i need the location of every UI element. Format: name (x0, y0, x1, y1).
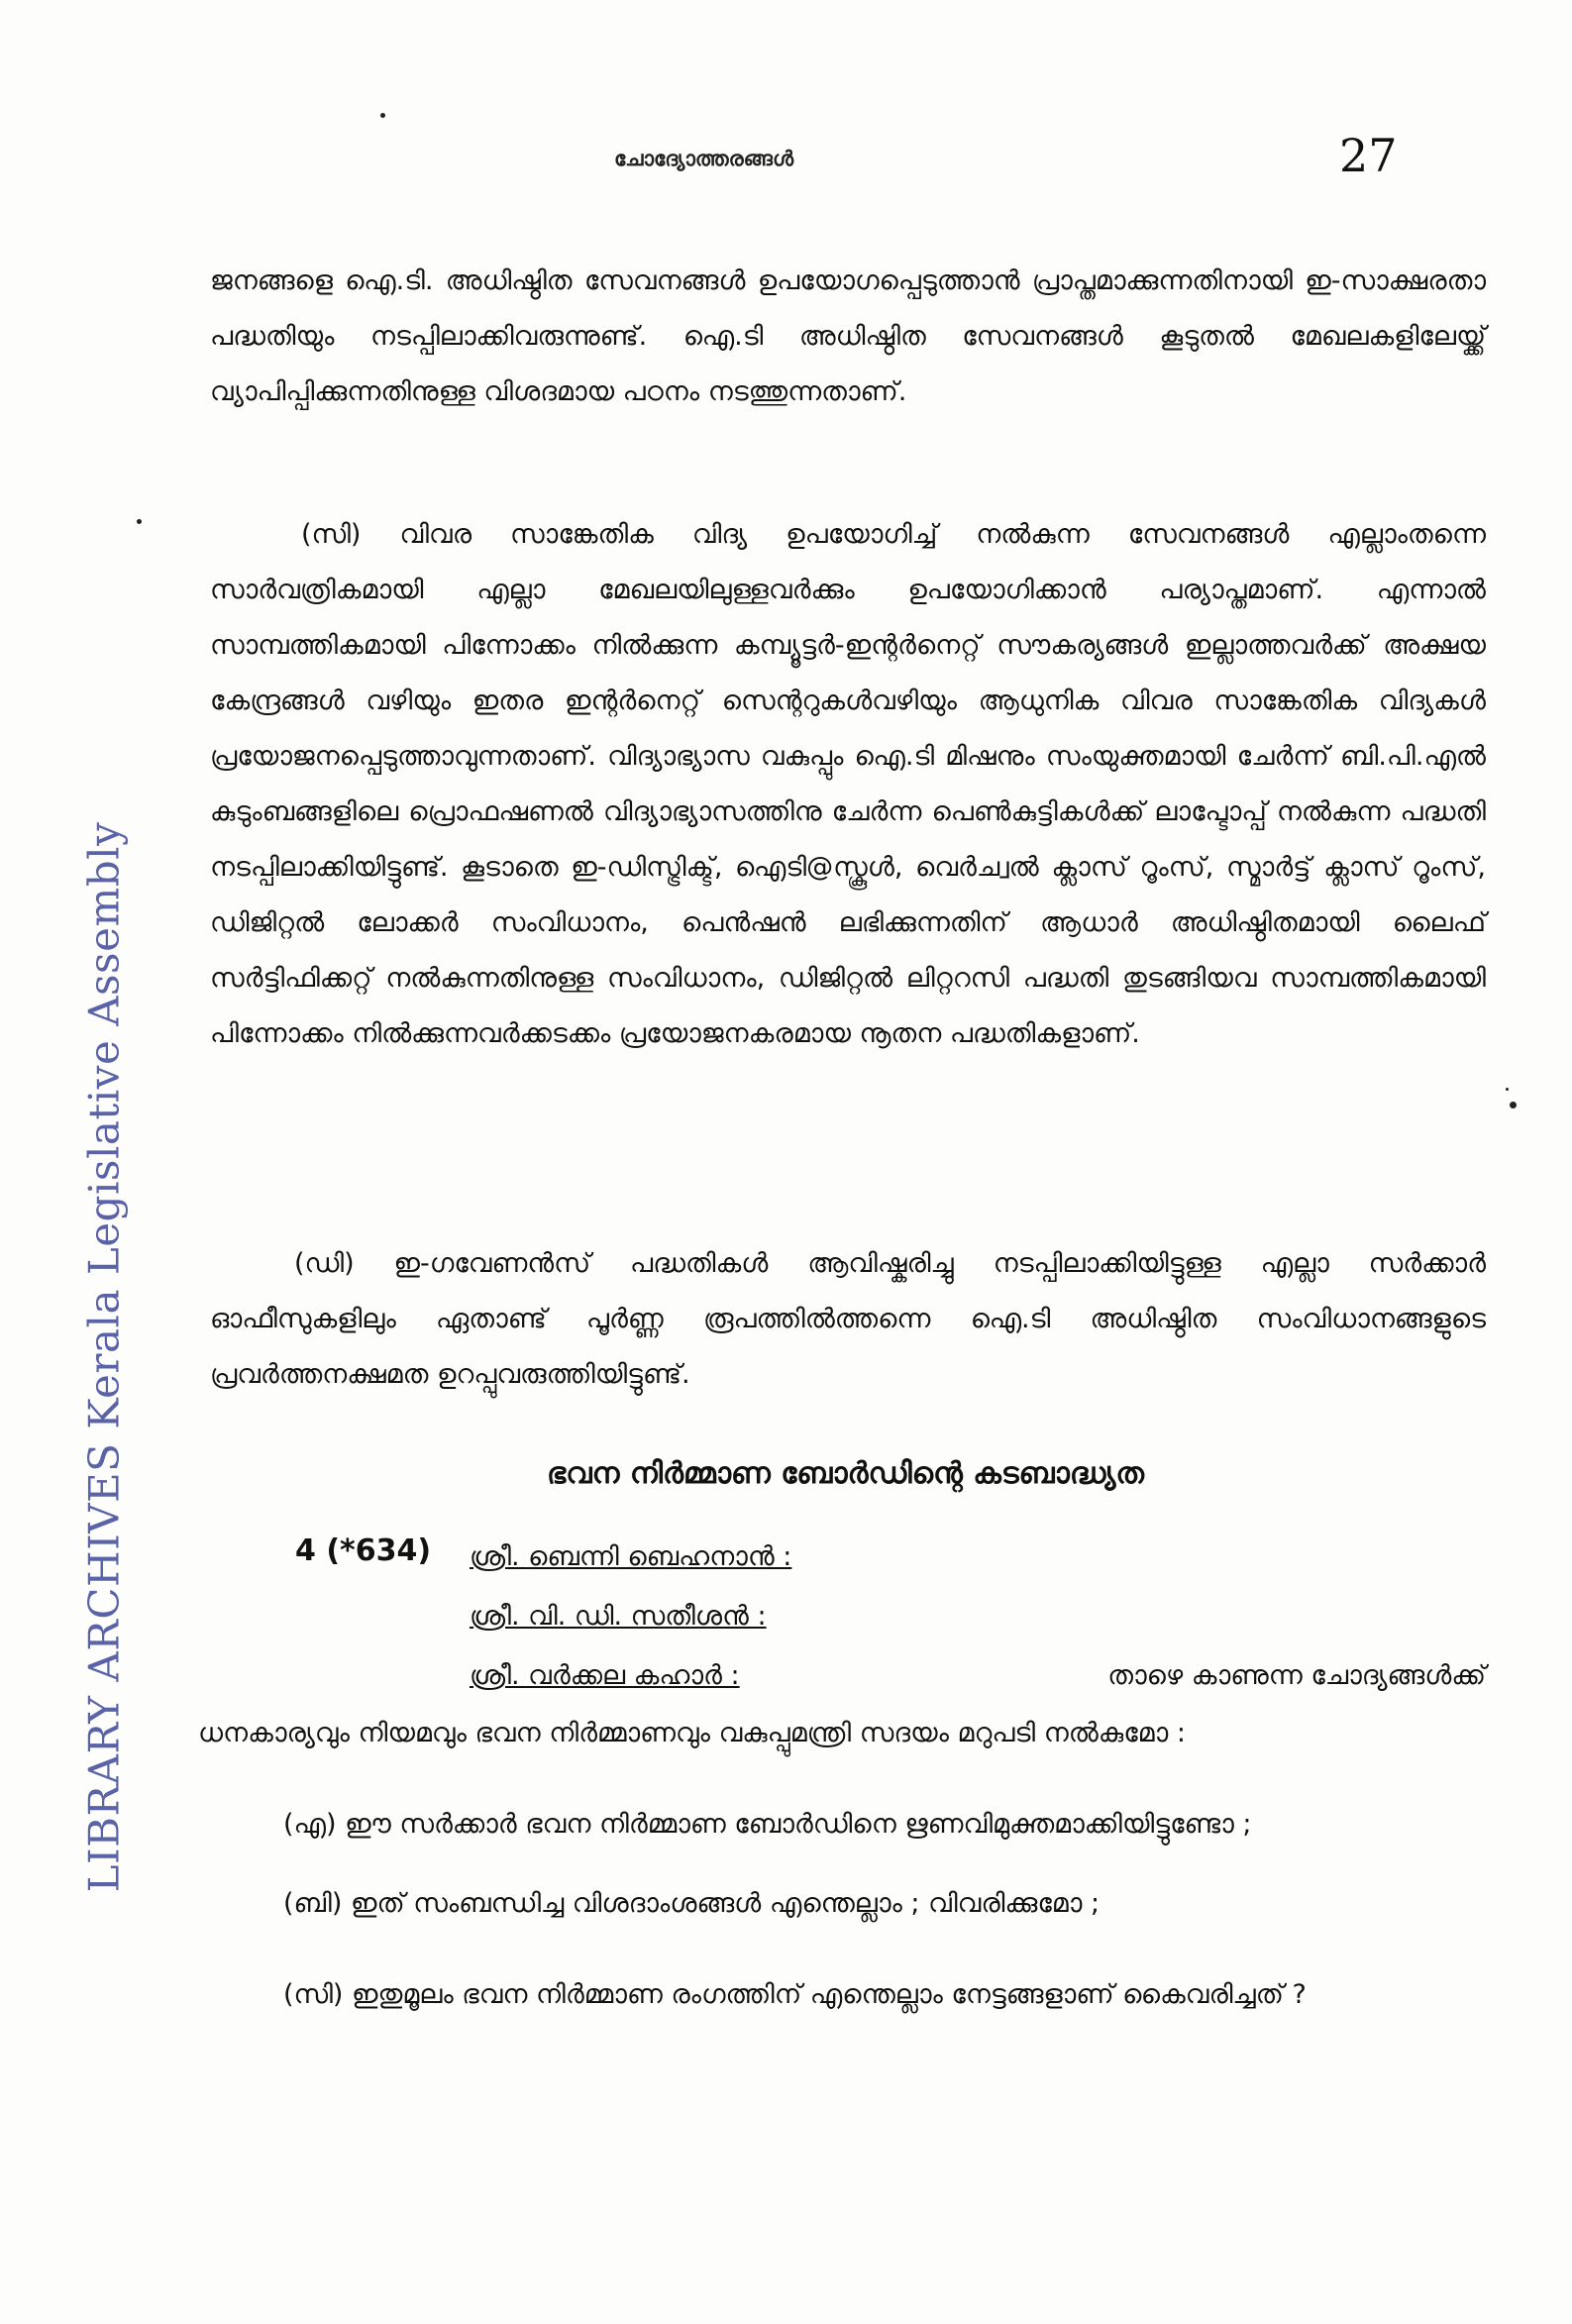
sub-question-b: (ബി) ഇത് സംബന്ധിച്ച വിശദാംശങ്ങൾ എന്തെല്ലാം ; വിവരിക്കുമോ ; (283, 1888, 1100, 1919)
member-name: ശ്രീ. ബെന്നി ബെഹനാൻ : (470, 1541, 792, 1572)
scan-speck (137, 519, 142, 524)
answer-paragraph-d: (ഡി) ഇ-ഗവേണൻസ് പദ്ധതികൾ ആവിഷ്കരിച്ചു നടപ്പിലാക്കിയിട്ടുള്ള എല്ലാ സർക്കാർ ഓഫീസുകളിലും ഏതാണ്ട് പൂർണ്ണ രൂപത്തിൽത്തന്നെ ഐ.ടി അധിഷ്ഠിത സംവിധാനങ്ങളുടെ പ്രവർത്തനക്ഷമത ഉറപ്പുവരുത്തിയിട്ടുണ്ട്. (210, 1248, 1486, 1390)
answer-paragraph-continued: ജനങ്ങളെ ഐ.ടി. അധിഷ്ഠിത സേവനങ്ങൾ ഉപയോഗപ്പെടുത്താൻ പ്രാപ്തമാക്കുന്നതിനായി ഇ-സാക്ഷരതാ പദ്ധതിയും നടപ്പിലാക്കിവരുന്നുണ്ട്. ഐ.ടി അധിഷ്ഠിത സേവനങ്ങൾ കൂടുതൽ മേഖലകളിലേയ്ക്ക് വ്യാപിപ്പിക്കുന്നതിനുള്ള വിശദമായ പഠനം നടത്തുന്നതാണ്. (210, 265, 1486, 407)
sub-question-a: (എ) ഈ സർക്കാർ ഭവന നിർമ്മാണ ബോർഡിനെ ഋണവിമുക്തമാക്കിയിട്ടുണ്ടോ ; (283, 1809, 1252, 1840)
member-intro-line (470, 1660, 1486, 1692)
answer-paragraph-c: (സി) വിവര സാങ്കേതിക വിദ്യ ഉപയോഗിച്ച് നൽകുന്ന സേവനങ്ങൾ എല്ലാംതന്നെ സാർവത്രികമായി എല്ലാ മേഖലയിലുള്ളവർക്കും ഉപയോഗിക്കാൻ പര്യാപ്തമാണ്. എന്നാൽ സാമ്പത്തികമായി പിന്നോക്കം നിൽക്കുന്ന കമ്പ്യൂട്ടർ-ഇന്റർനെറ്റ് സൗകര്യങ്ങൾ ഇല്ലാത്തവർക്ക് അക്ഷയ കേന്ദ്രങ്ങൾ വഴിയും ഇതര ഇന്റർനെറ്റ് സെന്ററുകൾവഴിയും ആധുനിക വിവര സാങ്കേതിക വിദ്യകൾ പ്രയോജനപ്പെടുത്താവുന്നതാണ്. വിദ്യാഭ്യാസ വകുപ്പും ഐ.ടി മിഷനും സംയുക്തമായി ചേർന്ന് ബി.പി.എൽ കുടുംബങ്ങളിലെ പ്രൊഫഷണൽ വിദ്യാഭ്യാസത്തിനു ചേർന്ന പെൺകുട്ടികൾക്ക് ലാപ്ടോപ്പ് നൽകുന്ന പദ്ധതി നടപ്പിലാക്കിയിട്ടുണ്ട്. കൂടാതെ ഇ-ഡിസ്ട്രിക്ട്, ഐടി@സ്കൂൾ, വെർച്വൽ ക്ലാസ് റൂംസ്, സ്മാർട്ട് ക്ലാസ് റൂംസ്, ഡിജിറ്റൽ ലോക്കർ സംവിധാനം, പെൻഷൻ ലഭിക്കുന്നതിന് ആധാർ അധിഷ്ഠിതമായി ലൈഫ് സർട്ടിഫിക്കറ്റ് നൽകുന്നതിനുള്ള സംവിധാനം, ഡിജിറ്റൽ ലിറ്ററസി പദ്ധതി തുടങ്ങിയവ സാമ്പത്തികമായി പിന്നോക്കം നിൽക്കുന്നവർക്കടക്കം പ്രയോജനകരമായ നൂതന പദ്ധതികളാണ്. (210, 519, 1486, 1049)
scan-speck (1510, 1102, 1517, 1109)
page-number: 27 (1339, 129, 1398, 182)
question-intro-text: താഴെ കാണുന്ന ചോദ്യങ്ങൾക്ക് (1107, 1660, 1486, 1691)
archive-watermark: LIBRARY ARCHIVES Kerala Legislative Assembly (79, 821, 129, 1893)
minister-line: ധനകാര്യവും നിയമവും ഭവന നിർമ്മാണവും വകുപ്പുമന്ത്രി സദയം മറുപടി നൽകുമോ : (198, 1718, 1186, 1748)
member-name: ശ്രീ. വർക്കല കഹാർ : (470, 1660, 740, 1691)
scan-speck (1506, 1088, 1509, 1091)
running-title: ചോദ്യോത്തരങ്ങൾ (614, 147, 794, 170)
question-heading: ഭവന നിർമ്മാണ ബോർഡിന്റെ കടബാദ്ധ്യത (546, 1456, 1145, 1491)
sub-question-c: (സി) ഇതുമൂലം ഭവന നിർമ്മാണ രംഗത്തിന് എന്തെല്ലാം നേട്ടങ്ങളാണ് കൈവരിച്ചത് ? (283, 1979, 1307, 2010)
scan-speck (380, 113, 385, 118)
question-number: 4 (*634) (295, 1533, 432, 1568)
member-name: ശ്രീ. വി. ഡി. സതീശൻ : (470, 1601, 767, 1632)
